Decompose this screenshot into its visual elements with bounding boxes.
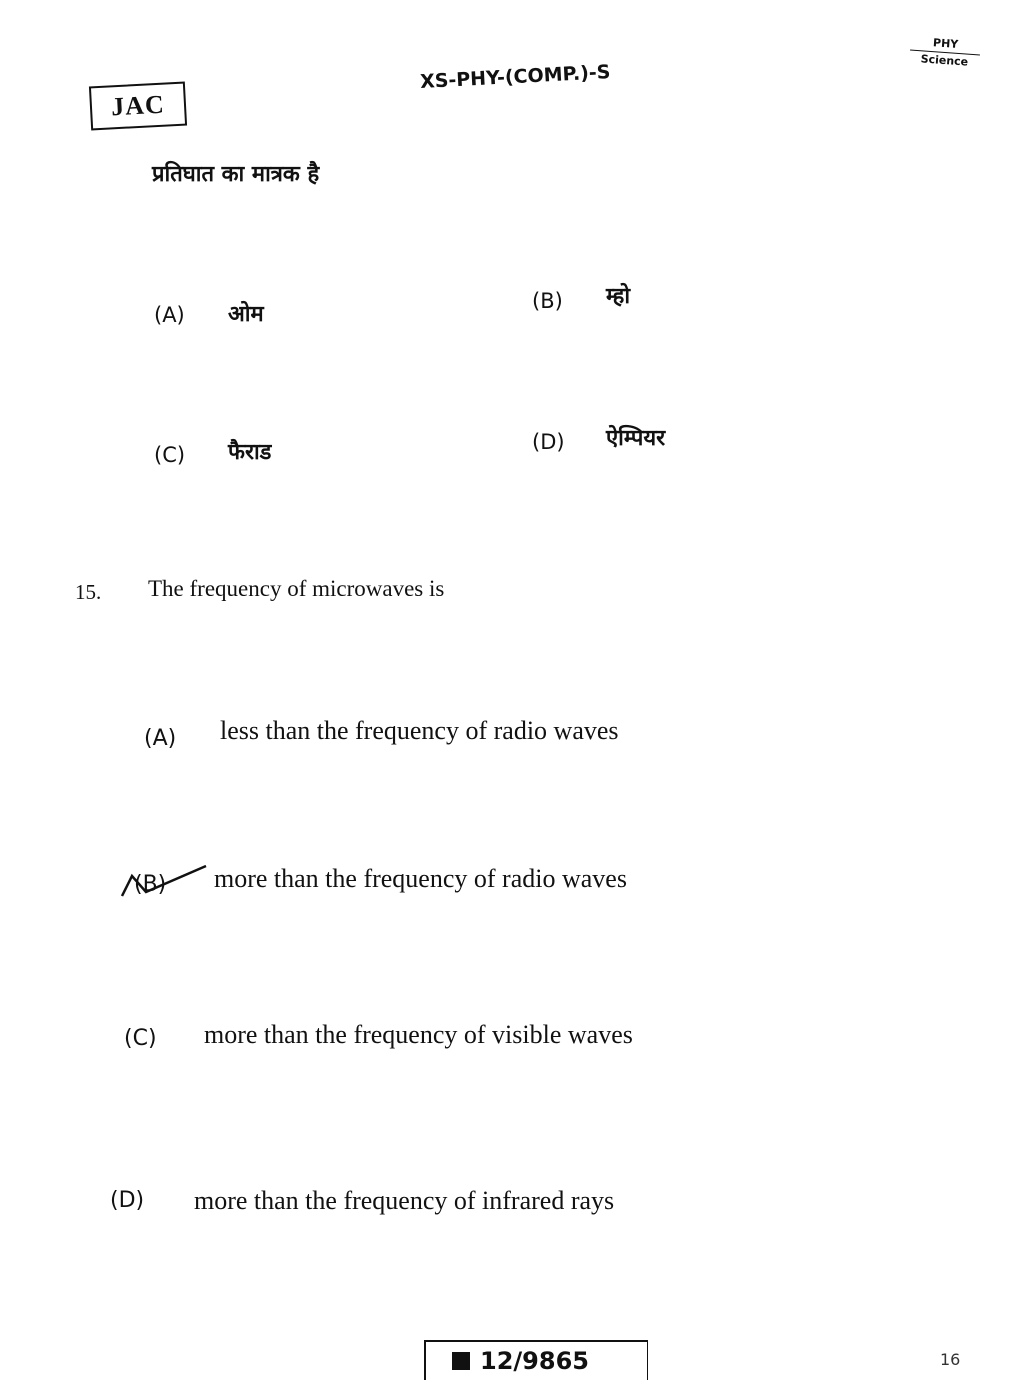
corner-stamp-line1: PHY <box>932 36 959 51</box>
q15-option-a-text: less than the frequency of radio waves <box>220 716 619 745</box>
footer-code: 12/9865 <box>480 1347 589 1375</box>
q15-option-c-label: (C) <box>124 1026 157 1051</box>
footer-code-box <box>424 1340 648 1380</box>
board-label-box <box>89 82 187 131</box>
q15-option-b-text: more than the frequency of radio waves <box>214 864 627 893</box>
question-15-text: The frequency of microwaves is <box>148 576 445 601</box>
square-bullet-icon <box>452 1352 470 1370</box>
corner-stamp-line2: Science <box>920 52 969 69</box>
question-14-text: प्रतिघात का मात्रक है <box>152 162 320 187</box>
board-label: JAC <box>110 89 166 122</box>
q15-option-c-text: more than the frequency of visible waves <box>204 1020 633 1049</box>
q14-option-a-label: (A) <box>154 303 185 327</box>
corner-stamp <box>909 36 981 70</box>
q15-option-d-label: (D) <box>110 1188 145 1213</box>
page-mark: 16 <box>940 1350 961 1369</box>
q14-option-d-text: ऐम्पियर <box>606 426 666 451</box>
q15-option-b-label: (B) <box>134 872 167 897</box>
q14-option-c-text: फैराड <box>228 440 272 465</box>
question-15-number: 15. <box>75 580 102 604</box>
q14-option-c-label: (C) <box>154 443 186 467</box>
q15-option-a-label: (A) <box>144 726 177 751</box>
tick-mark-icon <box>118 862 213 902</box>
q14-option-a-text: ओम <box>228 302 264 327</box>
q14-option-b-label: (B) <box>532 289 563 313</box>
q14-option-d-label: (D) <box>532 430 565 454</box>
q14-option-b-text: म्हो <box>606 284 631 309</box>
q15-option-d-text: more than the frequency of infrared rays <box>194 1186 615 1215</box>
paper-code: XS-PHY-(COMP.)-S <box>419 61 611 93</box>
